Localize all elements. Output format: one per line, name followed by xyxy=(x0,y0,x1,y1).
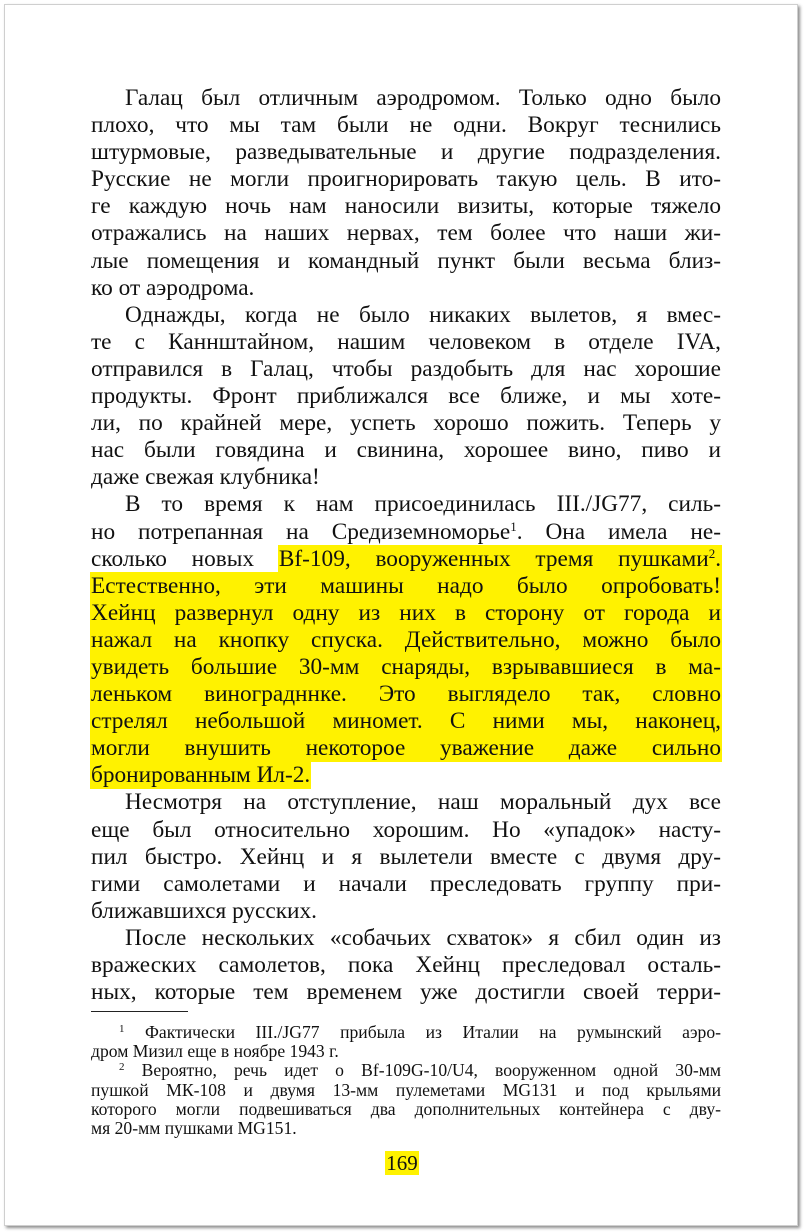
footnote-2 xyxy=(91,1061,721,1138)
footnote-line: мя 20-мм пушками MG151. xyxy=(91,1117,297,1138)
paragraph-1 xyxy=(91,85,721,302)
text-line xyxy=(91,519,721,546)
text-line xyxy=(91,708,721,735)
highlighted-text: увидеть большие 30-мм снаряды, взрывавшиеся в ма- xyxy=(91,653,721,680)
text-segment: Фактически III./JG77 прибыла из Италии на румынский аэро- xyxy=(145,1022,721,1042)
text-line: Несмотря на отступление, наш моральный дух все xyxy=(125,789,721,816)
text-line: В то время к нам присоединилась III./JG77, силь- xyxy=(125,491,721,518)
book-page xyxy=(4,4,798,1226)
text-line: После нескольких «собачьих схваток» я сбил один из xyxy=(125,924,721,951)
text-line: Русские не могли проигнорировать такую цель. В ито- xyxy=(91,166,721,193)
text-line xyxy=(91,762,721,789)
text-line: ных, которые тем временем уже достигли своей терри- xyxy=(91,979,721,1006)
footnote-line: которого могли подвешиваться два дополнительных контейнера с дву- xyxy=(91,1098,721,1119)
text-line: штурмовые, разведывательные и другие подразделения. xyxy=(91,139,721,166)
page-number xyxy=(5,1151,799,1176)
footnote-line: пушкой МК-108 и двумя 13-мм пулеметами MG131 и под крыльями xyxy=(91,1079,721,1100)
text-line: ко от аэродрома. xyxy=(91,274,255,301)
text-line xyxy=(91,735,721,762)
highlighted-text: нажал на кнопку спуска. Действительно, можно было xyxy=(91,626,721,653)
text-line: Однажды, когда не было никаких вылетов, я вмес- xyxy=(125,301,721,328)
text-line xyxy=(91,654,721,681)
text-line: Галац был отличным аэродромом. Только одно было xyxy=(125,85,721,111)
text-line: нас были говядина и свинина, хорошее вино, пиво и xyxy=(91,437,721,464)
text-line xyxy=(91,573,721,600)
footnote-ref-2[interactable]: 2 xyxy=(708,545,716,561)
footnotes xyxy=(91,1023,721,1138)
page-number-text: 169 xyxy=(386,1151,418,1175)
text-line: даже свежая клубника! xyxy=(91,464,320,491)
text-line: еще был относительно хорошим. Но «упадок» насту- xyxy=(91,816,721,843)
text-line: отправился в Галац, чтобы раздобыть для нас хорошие xyxy=(91,355,721,382)
text-segment: . xyxy=(715,545,722,572)
highlighted-text: Естественно, эти машины надо было опробовать! xyxy=(91,572,721,599)
footnote-separator xyxy=(91,1011,188,1012)
footnote-line xyxy=(91,1023,721,1042)
highlighted-text: могли внушить некоторое уважение даже сильно xyxy=(91,735,721,762)
text-segment: но потрепанная на Средиземноморье xyxy=(91,518,511,545)
text-line: ближавшихся русских. xyxy=(91,897,317,924)
text-line: те с Каннштайном, нашим человеком в отделе IVA, xyxy=(91,328,721,355)
footnote-ref-1[interactable]: 1 xyxy=(510,518,517,534)
footnote-mark: 1 xyxy=(119,1023,125,1035)
text-line: продукты. Фронт приближался все ближе, и мы хоте- xyxy=(91,383,721,410)
text-line xyxy=(91,627,721,654)
footnote-line: дром Мизил еще в ноябре 1943 г. xyxy=(91,1041,339,1062)
paragraph-3 xyxy=(91,491,721,789)
paragraph-2 xyxy=(91,302,721,492)
paragraph-5 xyxy=(91,925,721,1006)
text-line xyxy=(91,600,721,627)
footnote-mark: 2 xyxy=(119,1061,125,1074)
highlighted-text: бронированным Ил-2. xyxy=(91,762,311,789)
text-line xyxy=(91,681,721,708)
text-segment: Вероятно, речь идет о Bf-109G-10/U4, вооруженном одной 30-мм xyxy=(141,1060,721,1081)
highlighted-text: Хейнц развернул одну из них в сторону от города и xyxy=(91,599,721,626)
text-line: ге каждую ночь нам наносили визиты, которые тяжело xyxy=(91,193,721,220)
text-line xyxy=(91,546,721,573)
text-line: лые помещения и командный пункт были весьма близ- xyxy=(91,247,721,274)
footnote-line xyxy=(91,1061,721,1080)
text-line: отражались на наших нервах, тем более что наши жи- xyxy=(91,220,721,247)
text-line: вражеских самолетов, пока Хейнц преследовал осталь- xyxy=(91,952,721,978)
text-line: плохо, что мы там были не одни. Вокруг теснились xyxy=(91,112,721,139)
text-line: пил быстро. Хейнц и я вылетели вместе с двумя дру- xyxy=(91,843,721,870)
text-segment: . Она имела не- xyxy=(516,518,721,545)
text-line: ли, по крайней мере, успеть хорошо пожить. Теперь у xyxy=(91,410,721,437)
highlighted-text: стрелял небольшой миномет. С ними мы, наконец, xyxy=(91,708,721,735)
paragraph-4 xyxy=(91,789,721,924)
highlighted-text: леньком виноградннке. Это выглядело так, словно xyxy=(91,681,721,708)
highlighted-text xyxy=(279,546,721,572)
text-line: гими самолетами и начали преследовать группу при- xyxy=(91,870,721,897)
main-text xyxy=(91,85,721,1006)
text-segment: Bf-109, вооруженных тремя пушками xyxy=(278,545,709,572)
text-segment: сколько новых xyxy=(91,545,279,572)
footnote-1 xyxy=(91,1023,721,1061)
